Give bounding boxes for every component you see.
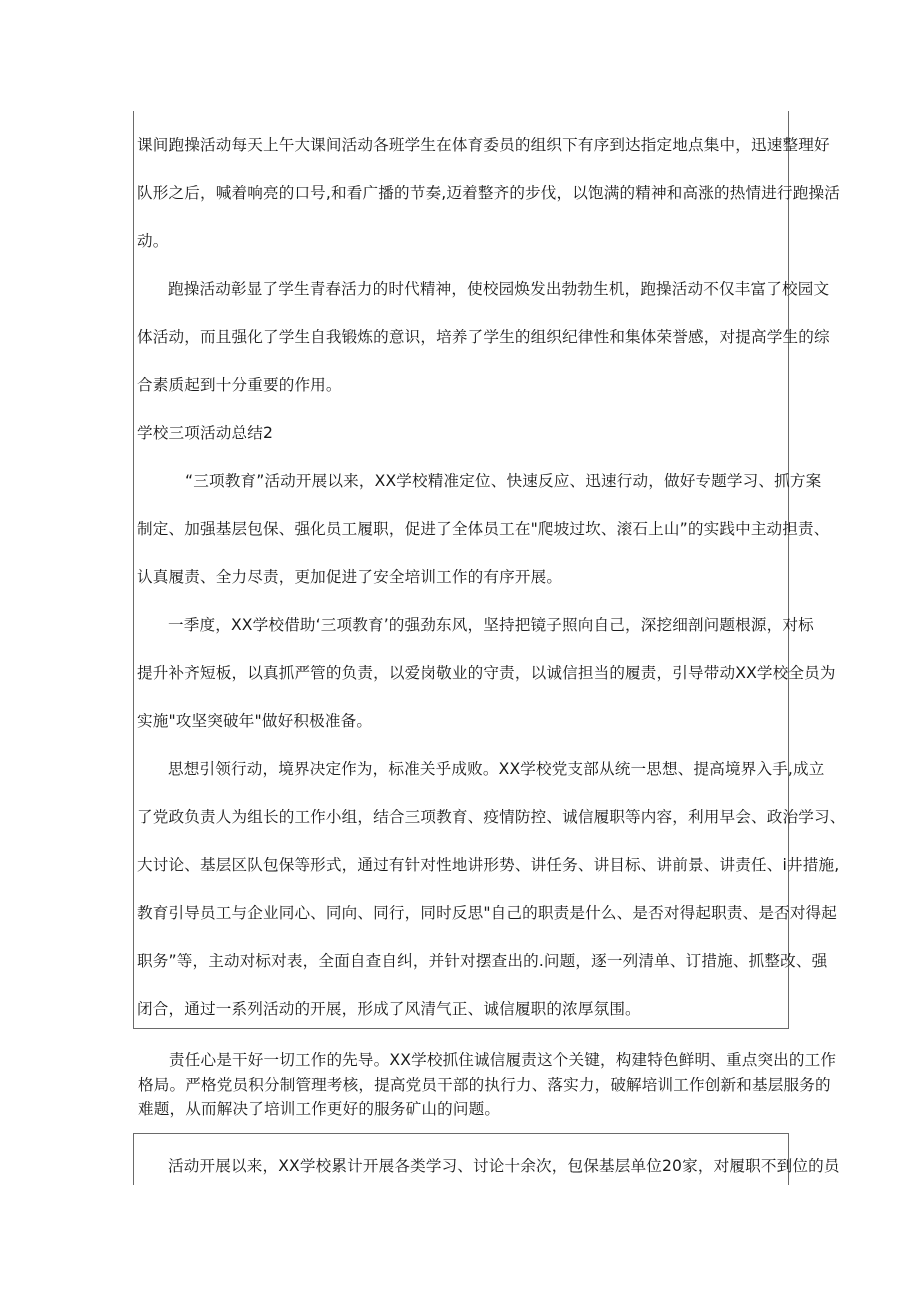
text-line: 动。 (137, 232, 169, 250)
text-line: 一季度，XX学校借助‘三项教育’的强劲东风，坚持把镜子照向自己，深挖细剖问题根源，对标 (168, 616, 814, 634)
text-line: 合素质起到十分重要的作用。 (137, 376, 342, 394)
text-line: 制定、加强基层包保、强化员工履职，促进了全体员工在"爬坡过坎、滚石上山”的实践中主动担责、 (137, 520, 830, 538)
text-line: 体活动，而且强化了学生自我锻炼的意识，培养了学生的组织纪律性和集体荣誉感，对提高学生的综 (137, 328, 830, 346)
text-line: 职务”等，主动对标对表，全面自查自纠，并针对摆查出的.问题，逐一列清单、订措施、抓整改、强 (137, 952, 828, 970)
text-line: 格局。严格党员积分制管理考核，提高党员干部的执行力、落实力，破解培训工作创新和基层服务的 (138, 1075, 831, 1094)
text-line: 大讨论、基层区队包保等形式，通过有针对性地讲形势、讲任务、讲目标、讲前景、讲责任、i井措施, (137, 856, 840, 874)
text-line: 思想引领行动，境界决定作为，标准关乎成败。XX学校党支部从统一思想、提高境界入手,成立 (168, 760, 825, 778)
text-line: 难题，从而解决了培训工作更好的服务矿山的问题。 (138, 1100, 501, 1118)
text-line: 队形之后，喊着响亮的口号,和看广播的节奏,迈着整齐的步伐，以饱满的精神和高涨的热情进行跑操活 (137, 184, 840, 202)
text-line: 认真履责、全力尽责，更加促进了安全培训工作的有序开展。 (137, 568, 563, 586)
body-paragraph (138, 1048, 837, 1122)
text-line: 了党政负责人为组长的工作小组，结合三项教育、疫情防控、诚信履职等内容，利用早会、政治学习、 (137, 808, 846, 826)
text-line: 闭合，通过一系列活动的开展，形成了风清气正、诚信履职的浓厚氛围。 (137, 1000, 641, 1018)
text-line: 课间跑操活动每天上午大课间活动各班学生在体育委员的组织下有序到达指定地点集中，迅速整理好 (137, 136, 830, 154)
text-line: 实施"攻坚突破年"做好积极准备。 (137, 712, 373, 730)
text-line: 活动开展以来，XX学校累计开展各类学习、讨论十余次，包保基层单位20家，对履职不到位的员 (168, 1157, 840, 1175)
text-line: 提升补齐短板，以真抓严管的负责，以爱岗敬业的守责，以诚信担当的履责，引导带动XX学校全员为 (137, 664, 836, 682)
section-heading: 学校三项活动总结2 (137, 424, 274, 442)
text-line: 责任心是干好一切工作的先导。XX学校抓住诚信履责这个关键，构建特色鲜明、重点突出的工作 (169, 1051, 837, 1069)
text-line: 教育引导员工与企业同心、同向、同行，同时反思"自己的职责是什么、是否对得起职责、是否对得起 (137, 904, 838, 922)
text-line: “三项教育”活动开展以来，XX学校精准定位、快速反应、迅速行动，做好专题学习、抓方案 (185, 472, 822, 490)
text-line: 跑操活动彰显了学生青春活力的时代精神，使校园焕发出勃勃生机，跑操活动不仅丰富了校园文 (168, 280, 830, 298)
